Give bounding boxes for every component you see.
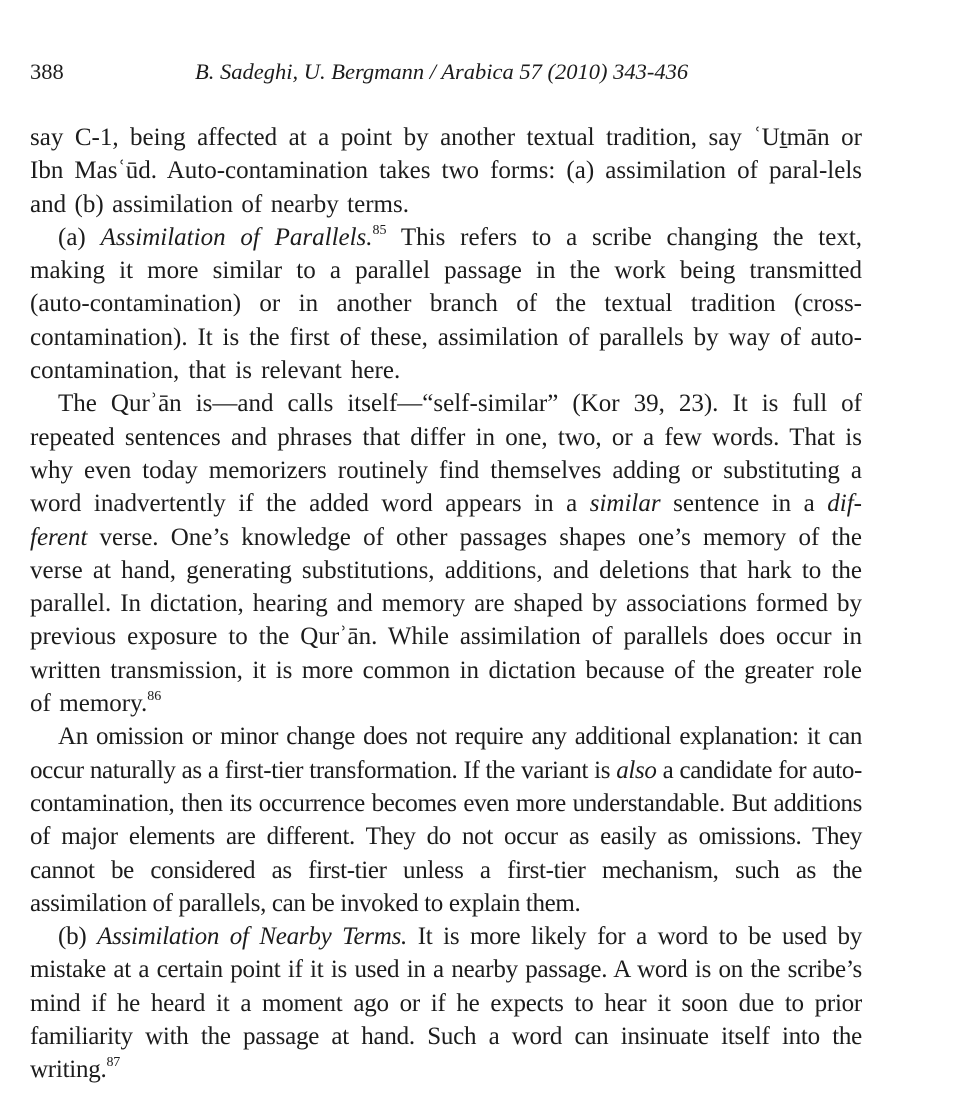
section-label: (b) [58,923,98,951]
paragraph-text: The Qurʾān is—and calls itself—“self-similar” (Kor 39, 23). It is full of repeated sentences and phrases that differ in one, two, or a few words. That is why even today memorizers routinely find themselves adding or substituting a word inadvertently if the added word appears in a [30,390,862,518]
footnote-ref-85[interactable]: 85 [372,222,387,238]
paragraph-text: This refers to a scribe changing the text, making it more similar to a parallel passage in the work being transmitted (auto-contamination) or in another branch of the textual tradition (cross-contamination). It is the first of these, assimilation of parallels by way of auto-contamination, that is relevant here. [30,223,863,385]
paragraph-text: An omission or minor change does not require any additional explanation: it can occur naturally as a first-tier transformation. If the variant is [30,723,862,784]
running-title: B. Sadeghi, U. Bergmann / Arabica 57 (2010) 343-436 [195,59,689,84]
paragraph-text: sentence in a [660,490,828,518]
emphasis-similar: similar [589,490,661,518]
emphasis-different: dif-ferent [30,490,862,551]
paragraph-self-similar [30,387,862,720]
section-heading: Assimilation of Nearby Terms. [97,923,408,951]
paragraph-text: It is more likely for a word to be used by mistake at a certain point if it is used in a nearby passage. A word is on the scribe’s mind if he heard it a moment ago or if he expects to hear it soon due to prior familiarity with the passage at hand. Such a word can insinuate itself into the writing. [30,923,862,1084]
footnote-ref-86[interactable]: 86 [147,688,162,704]
page-number: 388 [30,59,64,84]
body-text [30,121,862,1087]
footnote-ref-87[interactable]: 87 [106,1054,120,1070]
paragraph-continuation [30,121,862,221]
emphasis-also: also [616,756,657,784]
paragraph-assimilation-of-parallels [30,221,862,387]
section-heading: Assimilation of Parallels. [100,223,373,251]
paragraph-text: verse. One’s knowledge of other passages shapes one’s memory of the verse at hand, generating substitutions, additions, and deletions that hark to the parallel. In dictation, hearing and memory are shaped by associations formed by previous exposure to the Qurʾān. While assimilation of parallels does occur in written transmission, it is more common in dictation because of the greater role of memory. [30,523,862,718]
paragraph-text: a candidate for auto-contamination, then its occurrence becomes even more understandable. But additions of major elements are different. They do not occur as easily as omissions. They cannot be considered as first-tier unless a first-tier mechanism, such as the assimilation of parallels, can be invoked to explain them. [30,756,862,917]
section-label: (a) [58,223,101,251]
page [30,58,862,1087]
paragraph-text: say C-1, being affected at a point by another textual tradition, say ʿUṯmān or Ibn Masʿūd. Auto-contamination takes two forms: (a) assimilation of paral-lels and (b) assimilation of nearby terms. [30,124,862,218]
paragraph-assimilation-of-nearby-terms [30,920,862,1086]
running-head [30,58,862,92]
paragraph-omission [30,720,862,920]
